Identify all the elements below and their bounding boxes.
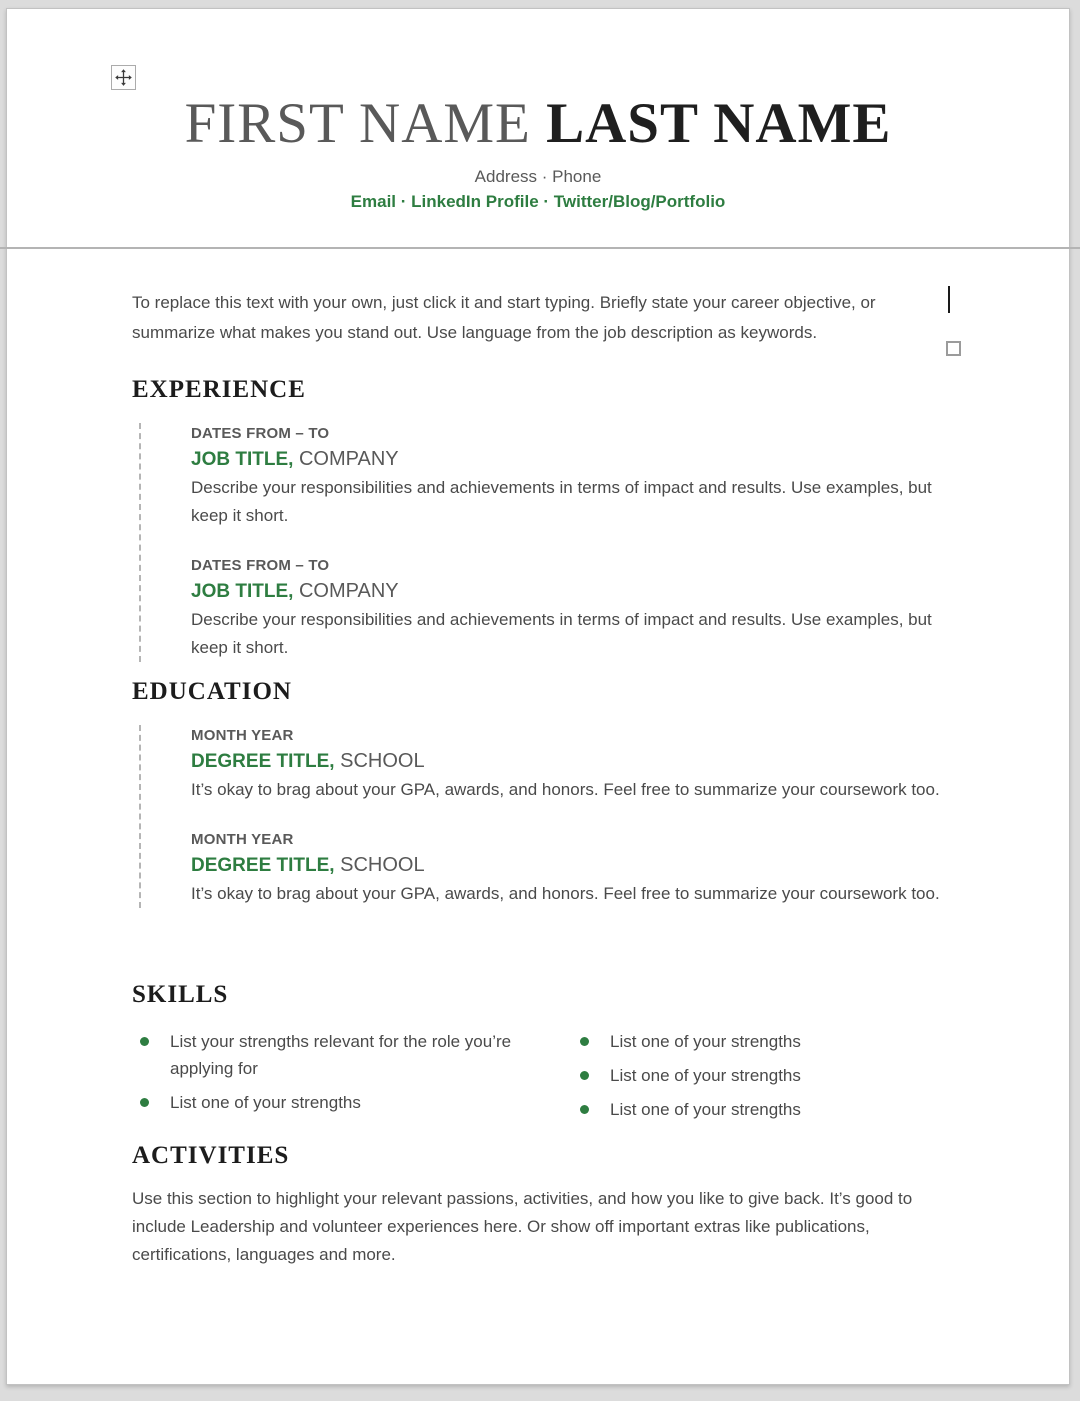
experience-entry[interactable] (191, 555, 932, 662)
entry-description[interactable]: Describe your responsibilities and achievements in terms of impact and results. Use examples, but keep it short. (191, 610, 932, 657)
degree-title-text[interactable]: DEGREE TITLE, (191, 751, 335, 772)
skills-column-right (572, 1028, 942, 1130)
company-text[interactable]: COMPANY (298, 448, 399, 470)
links-line[interactable]: Email · LinkedIn Profile · Twitter/Blog/Portfolio (350, 192, 726, 211)
skill-item[interactable]: List one of your strengths (132, 1089, 542, 1116)
entry-dates[interactable]: DATES FROM – TO (191, 557, 330, 574)
resume-name[interactable] (7, 89, 1069, 159)
education-entry[interactable] (191, 725, 940, 804)
first-name-text[interactable]: FIRST NAME (184, 92, 531, 155)
header-divider-line (0, 247, 1080, 249)
education-block (139, 725, 940, 908)
school-text[interactable]: SCHOOL (340, 750, 425, 772)
table-move-handle[interactable] (111, 65, 136, 90)
job-title-text[interactable]: JOB TITLE, (191, 581, 294, 602)
anchor-marker (946, 341, 961, 356)
entry-dates[interactable]: MONTH YEAR (191, 727, 294, 744)
last-name-text[interactable]: LAST NAME (546, 92, 892, 155)
education-heading[interactable]: EDUCATION (132, 678, 292, 705)
entry-title-line[interactable] (191, 747, 929, 776)
address-phone-line[interactable]: Address · Phone (474, 167, 602, 186)
skills-columns (132, 1028, 942, 1130)
skills-heading[interactable]: SKILLS (132, 981, 229, 1008)
skill-item[interactable]: List one of your strengths (572, 1028, 942, 1055)
entry-title-line[interactable] (191, 577, 929, 606)
experience-block (139, 423, 932, 662)
skills-column-left (132, 1028, 572, 1130)
entry-title-line[interactable] (191, 851, 929, 880)
entry-description[interactable]: It’s okay to brag about your GPA, awards, and honors. Feel free to summarize your coursework too. (191, 884, 940, 903)
entry-description[interactable]: It’s okay to brag about your GPA, awards, and honors. Feel free to summarize your coursework too. (191, 780, 940, 799)
experience-heading[interactable]: EXPERIENCE (132, 376, 306, 403)
company-text[interactable]: COMPANY (298, 580, 399, 602)
school-text[interactable]: SCHOOL (340, 854, 425, 876)
activities-paragraph[interactable]: Use this section to highlight your relevant passions, activities, and how you like to give back. It’s good to include Leadership and volunteer experiences here. Or show off important extras like publications, certifications, languages and more. (132, 1189, 913, 1264)
move-arrows-icon (114, 68, 133, 87)
skill-item[interactable]: List one of your strengths (572, 1096, 942, 1123)
entry-dates[interactable]: MONTH YEAR (191, 831, 294, 848)
skill-item[interactable]: List your strengths relevant for the role you’re applying for (132, 1028, 542, 1082)
experience-entry[interactable] (191, 423, 932, 530)
job-title-text[interactable]: JOB TITLE, (191, 449, 294, 470)
entry-dates[interactable]: DATES FROM – TO (191, 425, 330, 442)
degree-title-text[interactable]: DEGREE TITLE, (191, 855, 335, 876)
skill-item[interactable]: List one of your strengths (572, 1062, 942, 1089)
entry-description[interactable]: Describe your responsibilities and achievements in terms of impact and results. Use examples, but keep it short. (191, 478, 932, 525)
objective-paragraph[interactable]: To replace this text with your own, just click it and start typing. Briefly state your career objective, or summarize what makes you stand out. Use language from the job description as keywords. (132, 293, 876, 342)
document-page (6, 8, 1070, 1385)
text-cursor (948, 286, 950, 313)
education-entry[interactable] (191, 829, 940, 908)
entry-title-line[interactable] (191, 445, 929, 474)
activities-heading[interactable]: ACTIVITIES (132, 1142, 290, 1169)
